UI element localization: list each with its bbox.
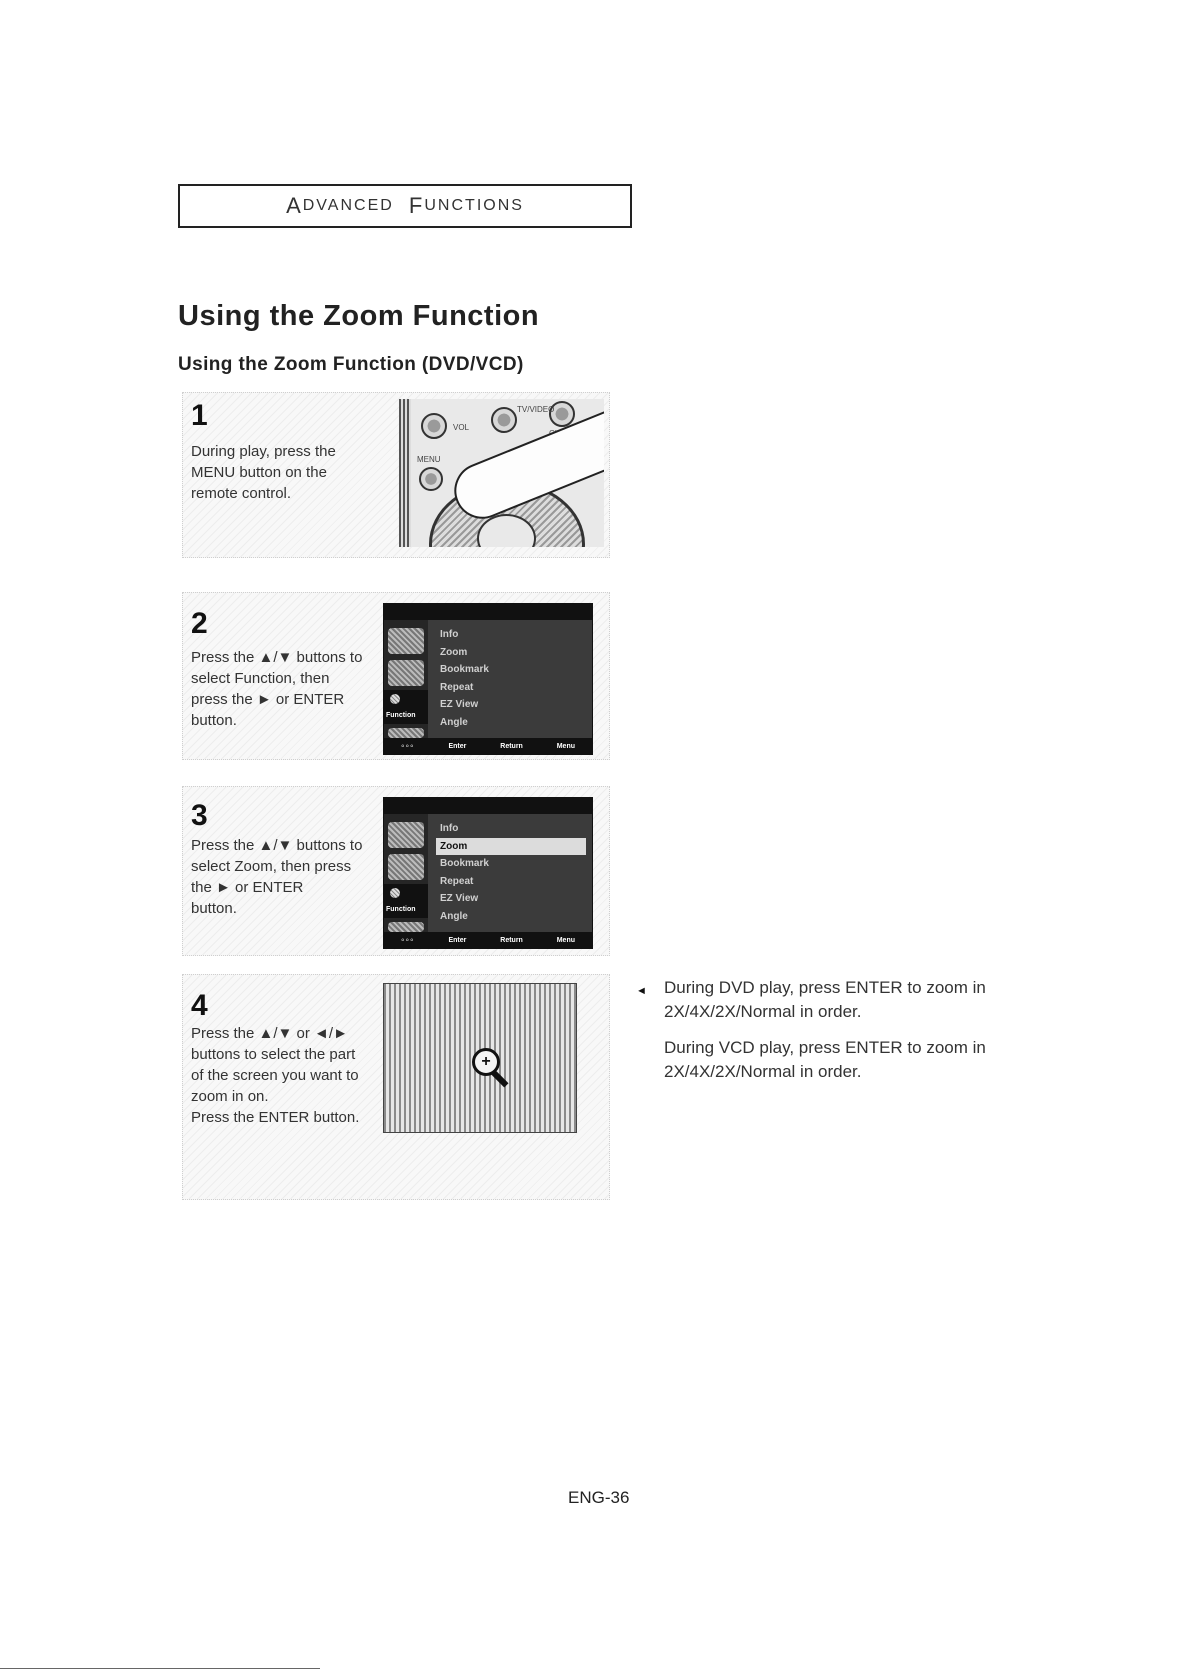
menu-hint: Menu [556, 742, 575, 750]
function-icon [390, 888, 400, 898]
step-line: button. [191, 712, 237, 729]
menu-item-zoom: Zoom [440, 646, 468, 658]
section-header-box [178, 184, 632, 228]
section-initial-1: A [286, 193, 303, 218]
step-line: buttons to select the part [191, 1046, 356, 1063]
menu-item-repeat: Repeat [440, 681, 474, 693]
step-line: remote control. [191, 485, 292, 502]
step-line: During play, press the [191, 443, 336, 460]
osd-side-panel [384, 620, 428, 738]
step-line: zoom in on. [191, 1088, 269, 1105]
step-line: Press the ENTER button. [191, 1109, 360, 1126]
setup-icon [388, 728, 424, 738]
menu-item-info: Info [440, 629, 459, 640]
menu-item-repeat: Repeat [440, 875, 474, 887]
function-icon [390, 694, 400, 704]
step-number: 1 [191, 399, 208, 432]
remote-control-illustration [399, 399, 604, 547]
title-icon [388, 854, 424, 880]
osd-side-panel [384, 814, 428, 932]
step-2-panel [182, 592, 610, 760]
function-tab [384, 884, 428, 918]
setup-icon [388, 922, 424, 932]
step-line: the ► or ENTER [191, 879, 304, 896]
dpad-center-icon [477, 514, 536, 547]
section-rest-2: UNCTIONS [424, 197, 524, 214]
step-line: MENU button on the [191, 464, 327, 481]
enter-hint: Enter [448, 742, 467, 750]
navigation-icon: ◦◦◦ [400, 740, 415, 752]
disc-icon [388, 822, 424, 848]
step-number: 3 [191, 799, 208, 832]
left-arrow-icon: ◄ [636, 985, 647, 997]
step-3-panel [182, 786, 610, 956]
step-line: select Function, then [191, 670, 330, 687]
osd-top-bar [384, 604, 592, 620]
page-subtitle: Using the Zoom Function (DVD/VCD) [178, 354, 524, 375]
osd-bottom-bar [384, 932, 592, 948]
magnifier-handle-icon [492, 1071, 509, 1088]
step-line: select Zoom, then press [191, 858, 352, 875]
bottom-divider [0, 1668, 320, 1669]
disc-icon [388, 628, 424, 654]
zoom-screen-illustration [383, 983, 577, 1133]
osd-menu-screen [383, 603, 593, 755]
menu-item-angle: Angle [440, 910, 468, 922]
osd-menu-screen [383, 797, 593, 949]
menu-label: MENU [417, 455, 441, 464]
osd-bottom-bar [384, 738, 592, 754]
step-instructions [191, 441, 371, 504]
return-hint: Return [500, 936, 523, 944]
section-rest-1: DVANCED [302, 197, 394, 214]
tv-video-label: TV/VIDEO [517, 405, 555, 414]
step-line: button. [191, 900, 237, 917]
function-label: Function [386, 712, 416, 719]
osd-menu-list [436, 626, 586, 731]
title-icon [388, 660, 424, 686]
note-vcd: During VCD play, press ENTER to zoom in 2X/4X/2X/Normal in order. [664, 1038, 986, 1081]
note-dvd: During DVD play, press ENTER to zoom in 2X/4X/2X/Normal in order. [664, 978, 986, 1021]
enter-hint: Enter [448, 936, 467, 944]
step-1-panel [182, 392, 610, 558]
menu-item-bookmark: Bookmark [440, 664, 489, 675]
tv-video-button-icon [491, 407, 517, 433]
step-instructions [191, 835, 371, 919]
menu-button-icon [419, 467, 443, 491]
step-instructions [191, 1023, 371, 1128]
step-line: Press the ▲/▼ buttons to [191, 837, 363, 854]
page-number: ENG-36 [568, 1488, 630, 1507]
step-number: 4 [191, 989, 208, 1022]
osd-top-bar [384, 798, 592, 814]
vol-button-icon [421, 413, 447, 439]
menu-hint: Menu [556, 936, 575, 944]
return-hint: Return [500, 742, 523, 750]
step-line: of the screen you want to [191, 1067, 359, 1084]
menu-item-zoom-selected: Zoom [436, 838, 586, 856]
menu-item-angle: Angle [440, 716, 468, 728]
step-instructions [191, 647, 371, 731]
remote-edge [399, 399, 411, 547]
osd-menu-list [436, 820, 586, 925]
step-line: press the ► or ENTER [191, 691, 345, 708]
step-number: 2 [191, 607, 208, 640]
menu-item-bookmark: Bookmark [440, 858, 489, 869]
zoom-notes [636, 976, 1004, 1096]
section-initial-2: F [408, 193, 425, 218]
navigation-icon: ◦◦◦ [400, 934, 415, 946]
step-line: Press the ▲/▼ buttons to [191, 649, 363, 666]
page-title: Using the Zoom Function [178, 300, 540, 332]
menu-item-ez-view: EZ View [440, 699, 479, 710]
vol-label: VOL [453, 423, 470, 432]
function-label: Function [386, 906, 416, 913]
function-tab [384, 690, 428, 724]
step-4-panel [182, 974, 610, 1200]
menu-item-ez-view: EZ View [440, 893, 479, 904]
step-line: Press the ▲/▼ or ◄/► [191, 1025, 348, 1042]
menu-item-info: Info [440, 823, 459, 834]
zoom-magnifier-icon: + [472, 1048, 500, 1076]
